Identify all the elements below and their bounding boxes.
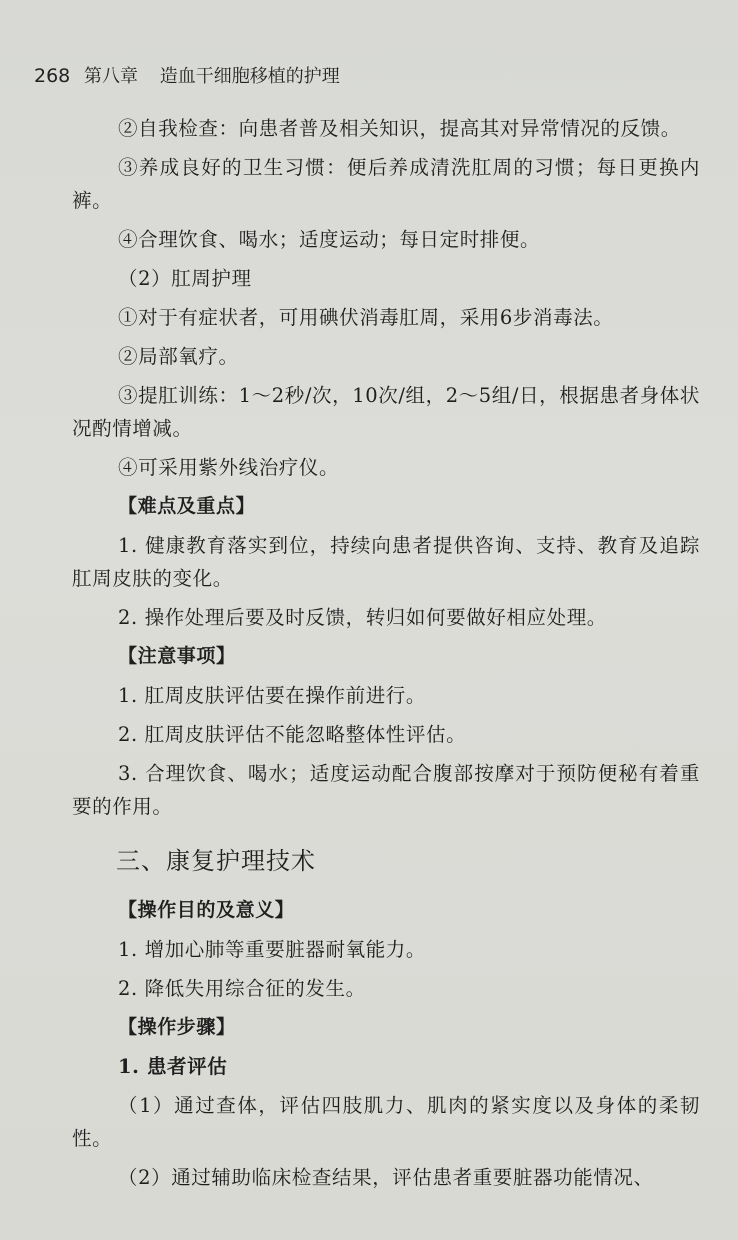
paragraph: ③提肛训练：1～2秒/次，10次/组，2～5组/日，根据患者身体状况酌情增减。 xyxy=(72,384,700,440)
paragraph: 2. 操作处理后要及时反馈，转归如何要做好相应处理。 xyxy=(118,606,607,629)
paragraph: 1. 健康教育落实到位，持续向患者提供咨询、支持、教育及追踪肛周皮肤的变化。 xyxy=(72,534,700,590)
paragraph: 2. 降低失用综合征的发生。 xyxy=(118,977,366,1000)
chapter-title: 造血干细胞移植的护理 xyxy=(159,66,340,87)
paragraph: 1. 患者评估 xyxy=(118,1055,228,1078)
chapter-label: 第八章 xyxy=(84,66,138,87)
paragraph: （2）通过辅助临床检查结果，评估患者重要脏器功能情况、 xyxy=(118,1166,654,1189)
subheading: 【操作步骤】 xyxy=(118,1016,236,1038)
paragraph: ②局部氧疗。 xyxy=(118,345,239,368)
section-body xyxy=(72,894,700,1194)
paragraph: 2. 肛周皮肤评估不能忽略整体性评估。 xyxy=(118,723,467,746)
paragraph: 1. 肛周皮肤评估要在操作前进行。 xyxy=(118,684,427,707)
paragraph: ④合理饮食、喝水；适度运动；每日定时排便。 xyxy=(118,228,541,251)
subheading: 【难点及重点】 xyxy=(118,495,256,517)
section-title: 三、康复护理技术 xyxy=(116,847,316,875)
subheading: 【操作目的及意义】 xyxy=(118,899,295,921)
running-header xyxy=(34,62,340,88)
paragraph: 3. 合理饮食、喝水；适度运动配合腹部按摩对于预防便秘有着重要的作用。 xyxy=(72,762,700,818)
paragraph: ②自我检查：向患者普及相关知识，提高其对异常情况的反馈。 xyxy=(118,117,681,140)
paragraph: （1）通过查体，评估四肢肌力、肌肉的紧实度以及身体的柔韧性。 xyxy=(72,1094,700,1150)
paragraph: （2）肛周护理 xyxy=(118,267,252,290)
paragraph: 1. 增加心肺等重要脏器耐氧能力。 xyxy=(118,938,427,961)
paragraph: ④可采用紫外线治疗仪。 xyxy=(118,456,340,479)
paragraph: ③养成良好的卫生习惯：便后养成清洗肛周的习惯；每日更换内裤。 xyxy=(72,156,700,212)
page-number: 268 xyxy=(34,65,71,87)
subheading: 【注意事项】 xyxy=(118,645,236,667)
page-content xyxy=(72,112,700,1200)
paragraph: ①对于有症状者，可用碘伏消毒肛周，采用6步消毒法。 xyxy=(118,306,614,329)
body-block xyxy=(72,112,700,823)
